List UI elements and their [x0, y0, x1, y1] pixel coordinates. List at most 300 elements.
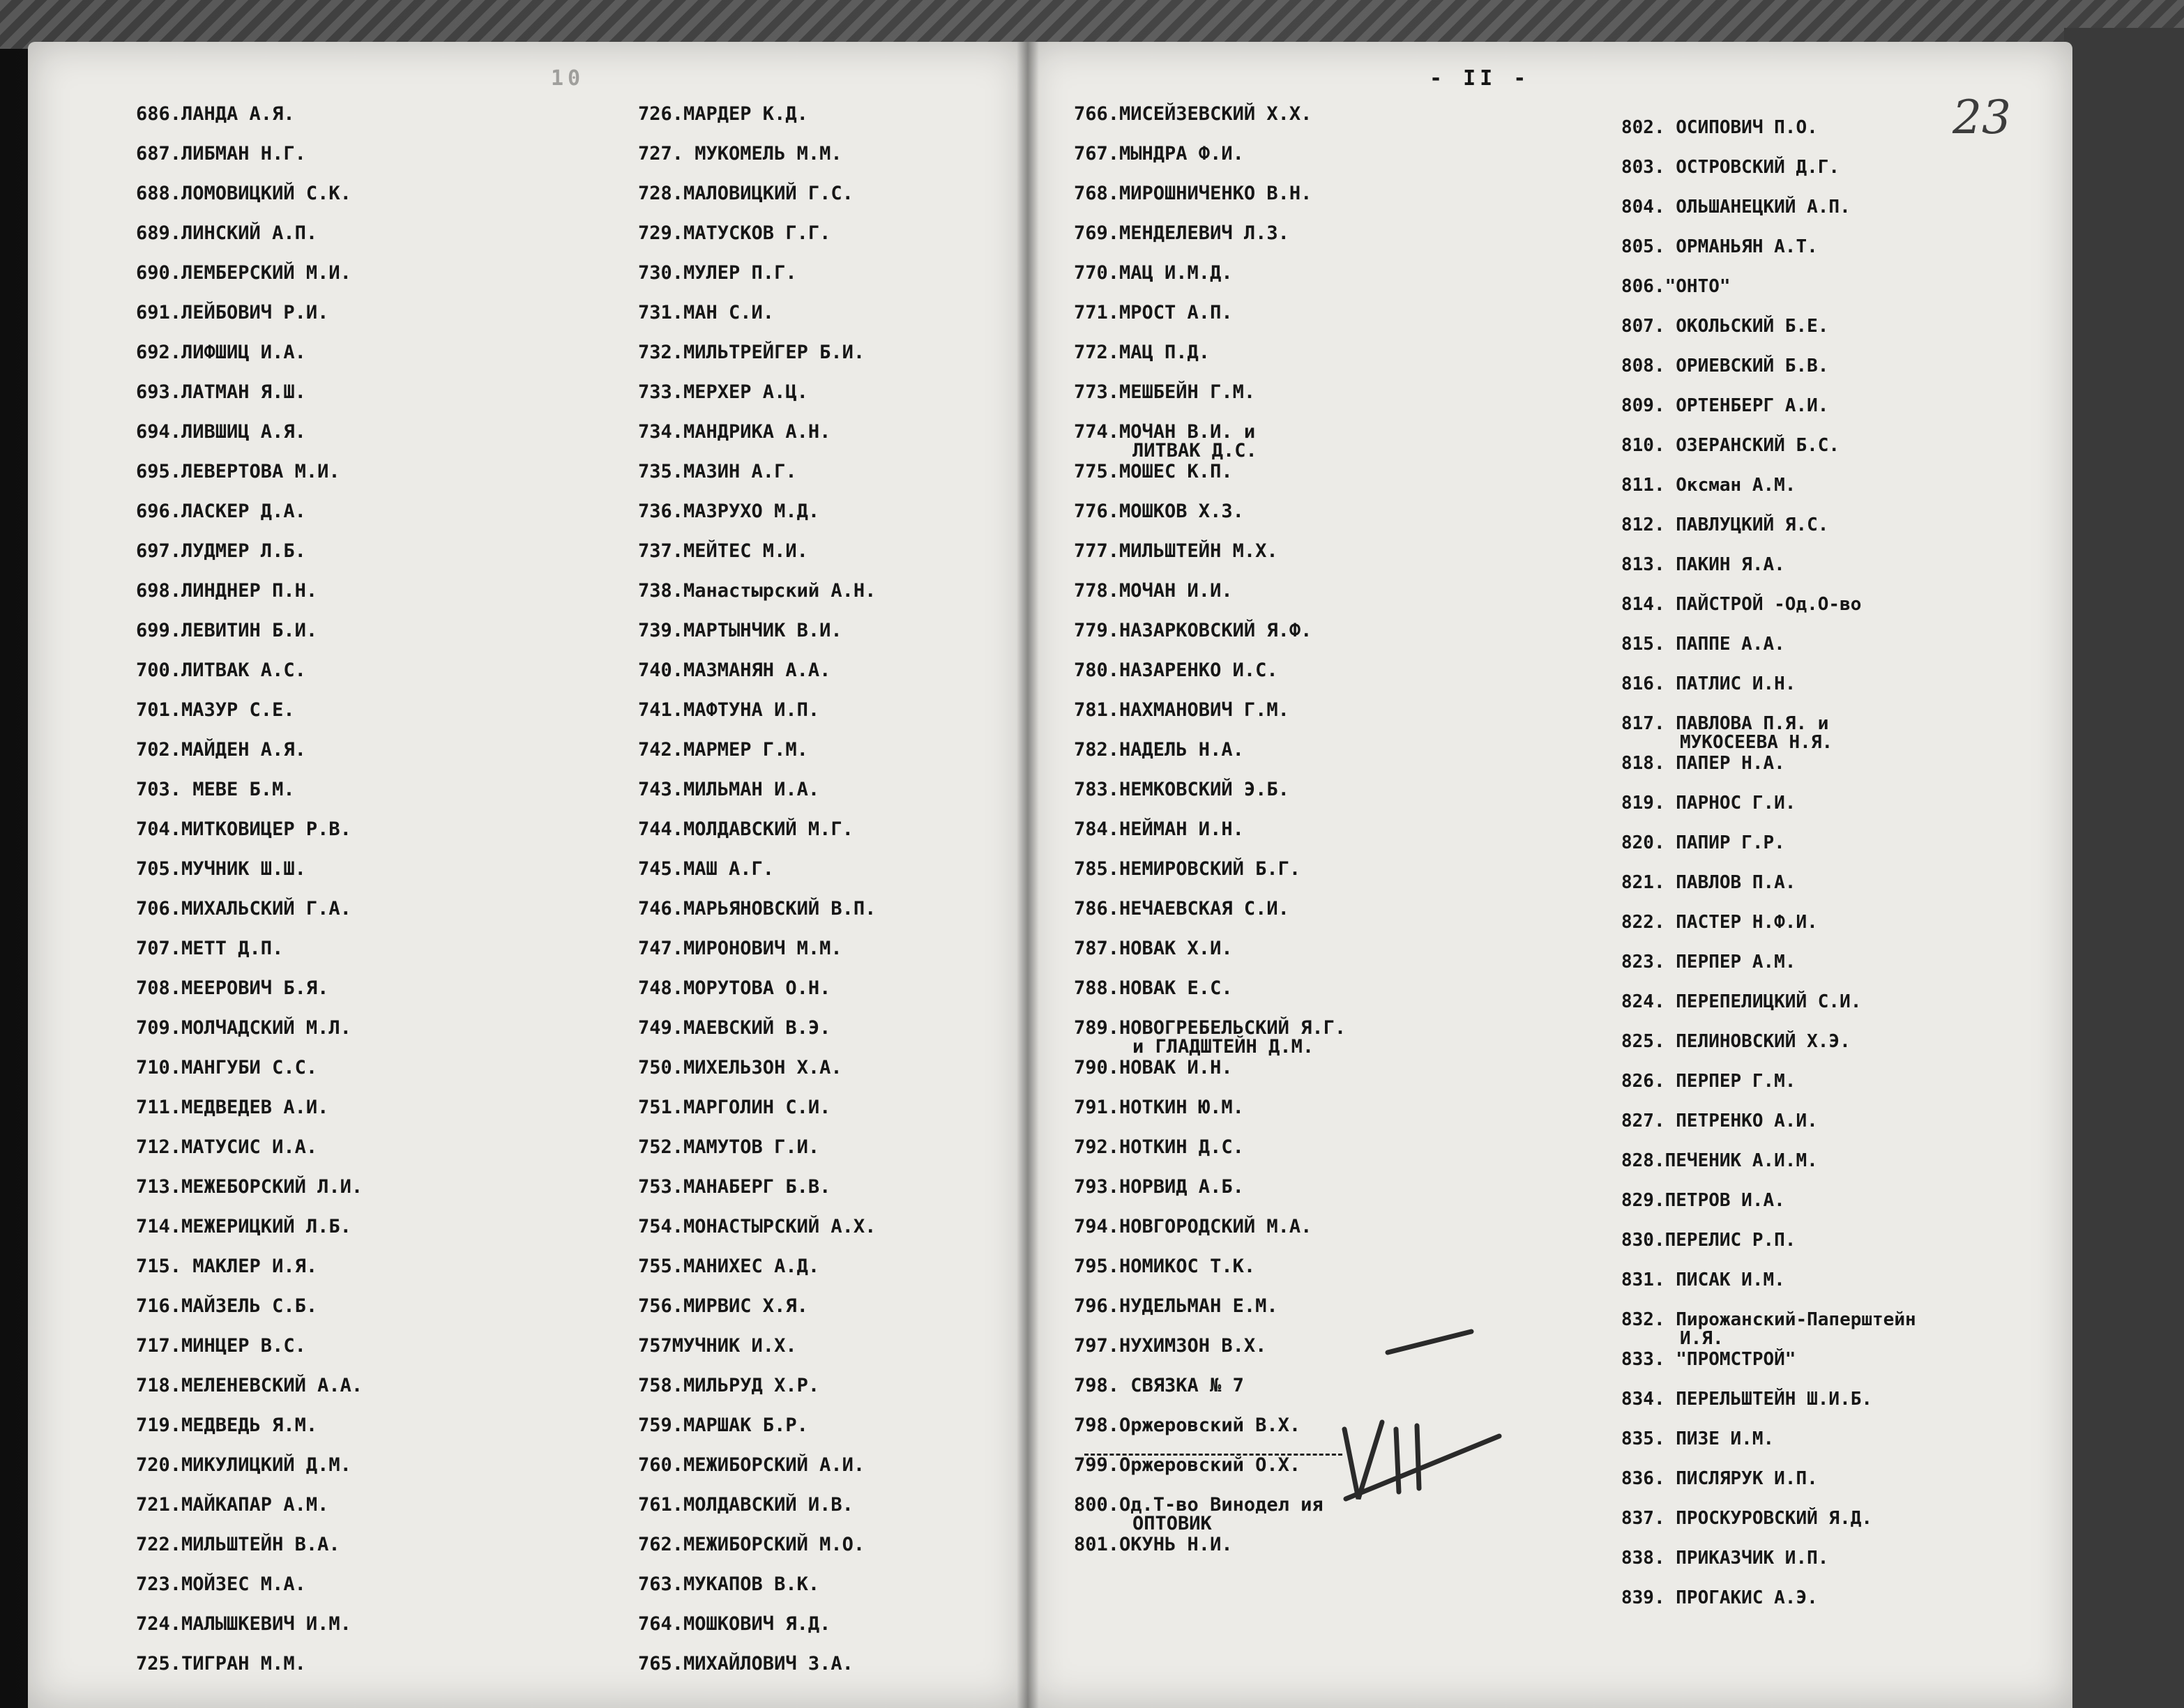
list-entry — [1074, 939, 1346, 979]
list-entry — [1621, 794, 1916, 834]
entry-text: 726.МАРДЕР К.Д. — [638, 103, 808, 125]
list-entry — [1621, 119, 1916, 158]
entry-text: 811. Оксман А.М. — [1621, 475, 1796, 496]
entry-text: 688.ЛОМОВИЦКИЙ С.К. — [136, 183, 351, 204]
entry-text: 771.МРОСТ А.П. — [1074, 302, 1233, 323]
entry-text: 837. ПРОСКУРОВСКИЙ Я.Д. — [1621, 1508, 1873, 1529]
list-entry — [136, 1575, 363, 1615]
entry-text: 707.МЕТТ Д.П. — [136, 938, 284, 959]
entry-text: 793.НОРВИД А.Б. — [1074, 1176, 1244, 1198]
list-entry — [136, 1177, 363, 1217]
entry-text: 700.ЛИТВАК А.С. — [136, 659, 306, 681]
entry-text: 723.МОЙЗЕС М.А. — [136, 1573, 306, 1595]
entry-text: 717.МИНЦЕР В.С. — [136, 1335, 306, 1357]
list-entry — [1074, 343, 1346, 383]
list-entry — [1621, 357, 1916, 397]
list-entry — [638, 701, 876, 740]
list-entry — [1621, 397, 1916, 436]
list-entry — [638, 343, 876, 383]
list-entry — [638, 1575, 876, 1615]
entry-text: 780.НАЗАРЕНКО И.С. — [1074, 659, 1278, 681]
entry-text: 824. ПЕРЕПЕЛИЦКИЙ С.И. — [1621, 991, 1862, 1012]
entry-text: 728.МАЛОВИЦКИЙ Г.С. — [638, 183, 854, 204]
list-entry — [1074, 1336, 1346, 1376]
list-entry — [1621, 1032, 1916, 1072]
list-entry — [638, 1336, 876, 1376]
list-entry — [1074, 1297, 1346, 1336]
entry-text: 776.МОШКОВ Х.З. — [1074, 501, 1244, 522]
entry-text: 743.МИЛЬМАН И.А. — [638, 779, 820, 800]
entry-text: 800.Од.Т-во Винодел ия — [1074, 1494, 1324, 1516]
entry-text: 741.МАФТУНА И.П. — [638, 699, 820, 721]
entry-text: 712.МАТУСИС И.А. — [136, 1136, 318, 1158]
list-entry — [136, 1456, 363, 1495]
list-entry — [136, 1019, 363, 1058]
entry-text: 785.НЕМИРОВСКИЙ Б.Г. — [1074, 858, 1301, 880]
mark-top-stroke — [1388, 1332, 1471, 1352]
list-entry — [136, 1336, 363, 1376]
list-entry — [1621, 1549, 1916, 1589]
list-entry — [1074, 1535, 1346, 1575]
list-entry — [1621, 834, 1916, 874]
list-entry — [1621, 595, 1916, 635]
list-entry — [136, 264, 363, 303]
list-entry — [638, 1535, 876, 1575]
list-entry — [1621, 1509, 1916, 1549]
entry-text: 789.НОВОГРЕБЕЛЬСКИЙ Я.Г. — [1074, 1017, 1347, 1039]
entry-text: 829.ПЕТРОВ И.А. — [1621, 1190, 1785, 1211]
list-entry — [638, 1456, 876, 1495]
list-entry — [1074, 820, 1346, 860]
entry-text: 751.МАРГОЛИН С.И. — [638, 1097, 831, 1118]
list-entry — [638, 1416, 876, 1456]
list-entry — [638, 1058, 876, 1098]
entry-text: 825. ПЕЛИНОВСКИЙ Х.Э. — [1621, 1031, 1851, 1052]
entry-text: 795.НОМИКОС Т.К. — [1074, 1256, 1256, 1277]
entry-text: 796.НУДЕЛЬМАН Е.М. — [1074, 1295, 1278, 1317]
entry-text: 774.МОЧАН В.И. и — [1074, 421, 1256, 443]
entry-text: 819. ПАРНОС Г.И. — [1621, 793, 1796, 814]
list-entry — [638, 1019, 876, 1058]
entry-text: 768.МИРОШНИЧЕНКО В.Н. — [1074, 183, 1312, 204]
entry-text: 818. ПАПЕР Н.А. — [1621, 753, 1785, 774]
list-entry — [638, 502, 876, 542]
entry-text: 808. ОРИЕВСКИЙ Б.В. — [1621, 356, 1829, 376]
entry-text: 727. МУКОМЕЛЬ М.М. — [638, 143, 842, 165]
entry-text: 739.МАРТЫНЧИК В.И. — [638, 620, 842, 641]
list-entry — [1621, 1231, 1916, 1271]
entry-text: 720.МИКУЛИЦКИЙ Д.М. — [136, 1454, 351, 1476]
entry-text: 740.МАЗМАНЯН А.А. — [638, 659, 831, 681]
cloth-right-edge — [2064, 28, 2184, 1708]
list-entry — [136, 899, 363, 939]
entry-text: 696.ЛАСКЕР Д.А. — [136, 501, 306, 522]
list-entry — [1074, 224, 1346, 264]
list-entry — [638, 621, 876, 661]
list-entry — [638, 1297, 876, 1336]
list-entry — [136, 1416, 363, 1456]
list-entry — [1621, 1430, 1916, 1470]
entries-column-1 — [136, 105, 363, 1694]
entry-text: 806."ОНТО" — [1621, 276, 1731, 297]
list-entry — [136, 462, 363, 502]
list-entry — [136, 422, 363, 462]
list-entry — [136, 701, 363, 740]
list-entry — [638, 740, 876, 780]
entry-text: 764.МОШКОВИЧ Я.Д. — [638, 1613, 831, 1635]
list-entry — [136, 581, 363, 621]
entry-text: 799.Оржеровский О.Х. — [1074, 1454, 1301, 1476]
list-entry — [136, 1615, 363, 1654]
entry-text: 749.МАЕВСКИЙ В.Э. — [638, 1017, 831, 1039]
entry-text: 814. ПАЙСТРОЙ -Од.О-во — [1621, 594, 1862, 615]
list-entry — [1074, 1138, 1346, 1177]
entry-text: 757МУЧНИК И.Х. — [638, 1335, 797, 1357]
entry-text: 736.МАЗРУХО М.Д. — [638, 501, 820, 522]
list-entry — [1074, 303, 1346, 343]
list-entry — [136, 502, 363, 542]
entry-text: 826. ПЕРПЕР Г.М. — [1621, 1071, 1796, 1092]
list-entry — [136, 105, 363, 144]
list-entry — [136, 820, 363, 860]
entry-text: 770.МАЦ И.М.Д. — [1074, 262, 1233, 284]
entry-text: 732.МИЛЬТРЕЙГЕР Б.И. — [638, 342, 865, 363]
entry-text: 790.НОВАК И.Н. — [1074, 1057, 1233, 1078]
entry-text: 777.МИЛЬШТЕЙН М.Х. — [1074, 540, 1278, 562]
entry-text: 702.МАЙДЕН А.Я. — [136, 739, 306, 761]
entry-text: 693.ЛАТМАН Я.Ш. — [136, 381, 306, 403]
entry-text: 820. ПАПИР Г.Р. — [1621, 832, 1785, 853]
entry-text: 810. ОЗЕРАНСКИЙ Б.С. — [1621, 435, 1840, 456]
entry-text: 801.ОКУНЬ Н.И. — [1074, 1534, 1233, 1555]
list-entry — [136, 780, 363, 820]
list-entry — [136, 1495, 363, 1535]
entry-text: 791.НОТКИН Ю.М. — [1074, 1097, 1244, 1118]
list-entry — [136, 542, 363, 581]
entry-text: 687.ЛИБМАН Н.Г. — [136, 143, 306, 165]
entry-text: 714.МЕЖЕРИЦКИЙ Л.Б. — [136, 1216, 351, 1237]
entry-text: 804. ОЛЬШАНЕЦКИЙ А.П. — [1621, 197, 1851, 218]
entry-text: 750.МИХЕЛЬЗОН Х.А. — [638, 1057, 842, 1078]
list-entry — [638, 1217, 876, 1257]
entry-text: 763.МУКАПОВ В.К. — [638, 1573, 820, 1595]
entry-text: 719.МЕДВЕДЬ Я.М. — [136, 1415, 318, 1436]
mark-i-stroke-2 — [1417, 1426, 1419, 1488]
list-entry — [638, 1495, 876, 1535]
entry-text: 783.НЕМКОВСКИЙ Э.Б. — [1074, 779, 1289, 800]
list-entry — [1621, 754, 1916, 794]
entry-text: 821. ПАВЛОВ П.А. — [1621, 872, 1796, 893]
list-entry — [136, 184, 363, 224]
left-page-number: 10 — [551, 66, 585, 91]
bundle-divider-line — [1084, 1454, 1342, 1456]
entry-text: 835. ПИЗЕ И.М. — [1621, 1428, 1775, 1449]
list-entry — [1074, 780, 1346, 820]
list-entry — [638, 899, 876, 939]
list-entry — [638, 1177, 876, 1217]
entry-text: 807. ОКОЛЬСКИЙ Б.Е. — [1621, 316, 1829, 337]
list-entry — [638, 860, 876, 899]
list-entry — [1621, 1311, 1916, 1350]
list-entry — [136, 860, 363, 899]
entry-text: 833. "ПРОМСТРОЙ" — [1621, 1349, 1796, 1370]
list-entry — [136, 740, 363, 780]
list-entry — [638, 780, 876, 820]
list-entry — [136, 1376, 363, 1416]
entry-text: 802. ОСИПОВИЧ П.О. — [1621, 117, 1818, 138]
list-entry — [638, 184, 876, 224]
entry-text: 809. ОРТЕНБЕРГ А.И. — [1621, 395, 1829, 416]
entry-text: 815. ПАППЕ А.А. — [1621, 634, 1785, 655]
list-entry — [1621, 635, 1916, 675]
list-entry — [1621, 1271, 1916, 1311]
list-entry — [638, 462, 876, 502]
entry-text: 769.МЕНДЕЛЕВИЧ Л.З. — [1074, 222, 1289, 244]
list-entry — [1074, 1257, 1346, 1297]
entry-text: 775.МОШЕС К.П. — [1074, 461, 1233, 482]
list-entry — [638, 979, 876, 1019]
entry-continuation: и ГЛАДШТЕЙН Д.М. — [1132, 1036, 1314, 1058]
entry-text: 797.НУХИМЗОН В.Х. — [1074, 1335, 1267, 1357]
list-entry — [136, 1058, 363, 1098]
entry-text: 721.МАЙКАПАР А.М. — [136, 1494, 329, 1516]
entry-text: 746.МАРЬЯНОВСКИЙ В.П. — [638, 898, 877, 920]
entry-text: 765.МИХАЙЛОВИЧ З.А. — [638, 1653, 854, 1675]
list-entry — [1074, 1416, 1346, 1456]
entry-text: 781.НАХМАНОВИЧ Г.М. — [1074, 699, 1289, 721]
entry-text: 691.ЛЕЙБОВИЧ Р.И. — [136, 302, 329, 323]
handwritten-folio-number: 23 — [1952, 91, 2011, 144]
entries-column-3 — [1074, 105, 1346, 1575]
entry-continuation: ОПТОВИК — [1132, 1513, 1212, 1534]
list-entry — [1074, 1456, 1346, 1495]
entry-text: 839. ПРОГАКИС А.Э. — [1621, 1587, 1818, 1608]
list-entry — [1621, 993, 1916, 1032]
entry-text: 805. ОРМАНЬЯН А.Т. — [1621, 236, 1818, 257]
entry-text: 737.МЕЙТЕС М.И. — [638, 540, 808, 562]
list-entry — [1074, 422, 1346, 462]
entry-text: 716.МАЙЗЕЛЬ С.Б. — [136, 1295, 318, 1317]
entry-text: 730.МУЛЕР П.Г. — [638, 262, 797, 284]
entry-text: 698.ЛИНДНЕР П.Н. — [136, 580, 318, 602]
handwritten-vii-mark — [1332, 1325, 1513, 1506]
entry-text: 686.ЛАНДА А.Я. — [136, 103, 295, 125]
entries-column-4 — [1621, 119, 1916, 1629]
entry-text: 832. Пирожанский-Паперштейн — [1621, 1309, 1916, 1330]
list-entry — [1074, 1019, 1346, 1058]
entry-text: 778.МОЧАН И.И. — [1074, 580, 1233, 602]
list-entry — [1074, 105, 1346, 144]
entry-text: 704.МИТКОВИЦЕР Р.В. — [136, 818, 351, 840]
entry-continuation: И.Я. — [1680, 1328, 1724, 1349]
entry-text: 703. МЕВЕ Б.М. — [136, 779, 295, 800]
list-entry — [136, 661, 363, 701]
entry-text: 798.Оржеровский В.Х. — [1074, 1415, 1301, 1436]
entries-column-2 — [638, 105, 876, 1694]
entry-text: 760.МЕЖИБОРСКИЙ А.И. — [638, 1454, 865, 1476]
entry-text: 742.МАРМЕР Г.М. — [638, 739, 808, 761]
list-entry — [1074, 581, 1346, 621]
entry-text: 794.НОВГОРОДСКИЙ М.А. — [1074, 1216, 1312, 1237]
list-entry — [1074, 740, 1346, 780]
entry-text: 697.ЛУДМЕР Л.Б. — [136, 540, 306, 562]
entry-text: 715. МАКЛЕР И.Я. — [136, 1256, 318, 1277]
list-entry — [1074, 899, 1346, 939]
list-entry — [1621, 913, 1916, 953]
entry-text: 694.ЛИВШИЦ А.Я. — [136, 421, 306, 443]
entry-text: 779.НАЗАРКОВСКИЙ Я.Ф. — [1074, 620, 1312, 641]
entry-text: 827. ПЕТРЕНКО А.И. — [1621, 1111, 1818, 1131]
list-entry — [1074, 502, 1346, 542]
list-entry — [136, 343, 363, 383]
entry-text: 756.МИРВИС Х.Я. — [638, 1295, 808, 1317]
entry-text: 755.МАНИХЕС А.Д. — [638, 1256, 820, 1277]
mark-i-stroke-1 — [1396, 1429, 1399, 1492]
list-entry — [1621, 1390, 1916, 1430]
entry-text: 813. ПАКИН Я.А. — [1621, 554, 1785, 575]
list-entry — [136, 1297, 363, 1336]
entry-continuation: ЛИТВАК Д.С. — [1132, 440, 1257, 462]
entry-text: 758.МИЛЬРУД Х.Р. — [638, 1375, 820, 1396]
entry-text: 834. ПЕРЕЛЬШТЕЙН Ш.И.Б. — [1621, 1389, 1873, 1410]
list-entry — [638, 542, 876, 581]
list-entry — [136, 303, 363, 343]
entry-text: 706.МИХАЛЬСКИЙ Г.А. — [136, 898, 351, 920]
entry-text: 734.МАНДРИКА А.Н. — [638, 421, 831, 443]
list-entry — [1074, 1217, 1346, 1257]
list-entry — [1074, 1177, 1346, 1217]
list-entry — [1621, 715, 1916, 754]
list-entry — [1621, 1072, 1916, 1112]
list-entry — [136, 939, 363, 979]
list-entry — [136, 1098, 363, 1138]
list-entry — [1621, 1112, 1916, 1152]
entry-text: 738.Манастырский А.Н. — [638, 580, 877, 602]
entry-text: 830.ПЕРЕЛИС Р.П. — [1621, 1230, 1796, 1251]
list-entry — [1074, 860, 1346, 899]
list-entry — [638, 1654, 876, 1694]
list-entry — [1074, 621, 1346, 661]
entry-text: 713.МЕЖЕБОРСКИЙ Л.И. — [136, 1176, 363, 1198]
entry-text: 699.ЛЕВИТИН Б.И. — [136, 620, 318, 641]
entry-text: 745.МАШ А.Г. — [638, 858, 775, 880]
list-entry — [638, 581, 876, 621]
list-entry — [136, 621, 363, 661]
entry-text: 724.МАЛЫШКЕВИЧ И.М. — [136, 1613, 351, 1635]
entry-text: 752.МАМУТОВ Г.И. — [638, 1136, 820, 1158]
entry-text: 753.МАНАБЕРГ Б.В. — [638, 1176, 831, 1198]
list-entry — [1074, 144, 1346, 184]
list-entry — [1621, 874, 1916, 913]
entry-text: 744.МОЛДАВСКИЙ М.Г. — [638, 818, 854, 840]
entry-text: 822. ПАСТЕР Н.Ф.И. — [1621, 912, 1818, 933]
list-entry — [1621, 953, 1916, 993]
list-entry — [1074, 462, 1346, 502]
entry-text: 729.МАТУСКОВ Г.Г. — [638, 222, 831, 244]
list-entry — [136, 224, 363, 264]
list-entry — [136, 144, 363, 184]
entry-text: 772.МАЦ П.Д. — [1074, 342, 1211, 363]
list-entry — [1621, 675, 1916, 715]
entry-text: 798. СВЯЗКА № 7 — [1074, 1375, 1244, 1396]
entry-text: 725.ТИГРАН М.М. — [136, 1653, 306, 1675]
entry-text: 692.ЛИФШИЦ И.А. — [136, 342, 306, 363]
list-entry — [1074, 184, 1346, 224]
entry-text: 711.МЕДВЕДЕВ А.И. — [136, 1097, 329, 1118]
entry-text: 803. ОСТРОВСКИЙ Д.Г. — [1621, 157, 1840, 178]
entry-text: 690.ЛЕМБЕРСКИЙ М.И. — [136, 262, 351, 284]
list-entry — [1621, 436, 1916, 476]
list-entry — [1074, 1376, 1346, 1416]
entry-text: 754.МОНАСТЫРСКИЙ А.Х. — [638, 1216, 877, 1237]
list-entry — [638, 1257, 876, 1297]
entry-text: 733.МЕРХЕР А.Ц. — [638, 381, 808, 403]
list-entry — [136, 1217, 363, 1257]
list-entry — [1074, 1058, 1346, 1098]
list-entry — [1621, 516, 1916, 556]
entry-continuation: МУКОСЕЕВА Н.Я. — [1680, 732, 1833, 753]
list-entry — [136, 1654, 363, 1694]
entry-text: 708.МЕЕРОВИЧ Б.Я. — [136, 977, 329, 999]
list-entry — [1074, 979, 1346, 1019]
entry-text: 773.МЕШБЕЙН Г.М. — [1074, 381, 1256, 403]
list-entry — [638, 144, 876, 184]
list-entry — [638, 1138, 876, 1177]
entry-text: 709.МОЛЧАДСКИЙ М.Л. — [136, 1017, 351, 1039]
list-entry — [136, 383, 363, 422]
list-entry — [1621, 277, 1916, 317]
list-entry — [136, 1257, 363, 1297]
list-entry — [1621, 1152, 1916, 1191]
list-entry — [1621, 556, 1916, 595]
entry-text: 792.НОТКИН Д.С. — [1074, 1136, 1244, 1158]
list-entry — [638, 224, 876, 264]
list-entry — [1621, 198, 1916, 238]
entry-text: 759.МАРШАК Б.Р. — [638, 1415, 808, 1436]
right-page-number: - II - — [1430, 66, 1531, 91]
entry-text: 786.НЕЧАЕВСКАЯ С.И. — [1074, 898, 1289, 920]
list-entry — [1621, 1589, 1916, 1629]
list-entry — [1074, 1495, 1346, 1535]
entry-text: 735.МАЗИН А.Г. — [638, 461, 797, 482]
entry-text: 689.ЛИНСКИЙ А.П. — [136, 222, 318, 244]
list-entry — [1074, 701, 1346, 740]
list-entry — [638, 383, 876, 422]
entry-text: 762.МЕЖИБОРСКИЙ М.О. — [638, 1534, 865, 1555]
entry-text: 761.МОЛДАВСКИЙ И.В. — [638, 1494, 854, 1516]
entry-text: 838. ПРИКАЗЧИК И.П. — [1621, 1548, 1829, 1569]
list-entry — [638, 661, 876, 701]
list-entry — [638, 939, 876, 979]
entry-text: 705.МУЧНИК Ш.Ш. — [136, 858, 306, 880]
list-entry — [1074, 542, 1346, 581]
list-entry — [1621, 158, 1916, 198]
list-entry — [638, 1615, 876, 1654]
list-entry — [1621, 1350, 1916, 1390]
entry-text: 828.ПЕЧЕНИК А.И.М. — [1621, 1150, 1818, 1171]
list-entry — [136, 1535, 363, 1575]
entry-text: 710.МАНГУБИ С.С. — [136, 1057, 318, 1078]
entry-text: 731.МАН С.И. — [638, 302, 775, 323]
entry-text: 701.МАЗУР С.Е. — [136, 699, 295, 721]
entry-text: 695.ЛЕВЕРТОВА М.И. — [136, 461, 340, 482]
entry-text: 817. ПАВЛОВА П.Я. и — [1621, 713, 1829, 734]
list-entry — [638, 105, 876, 144]
list-entry — [1621, 1191, 1916, 1231]
list-entry — [1074, 383, 1346, 422]
list-entry — [638, 422, 876, 462]
list-entry — [1621, 238, 1916, 277]
